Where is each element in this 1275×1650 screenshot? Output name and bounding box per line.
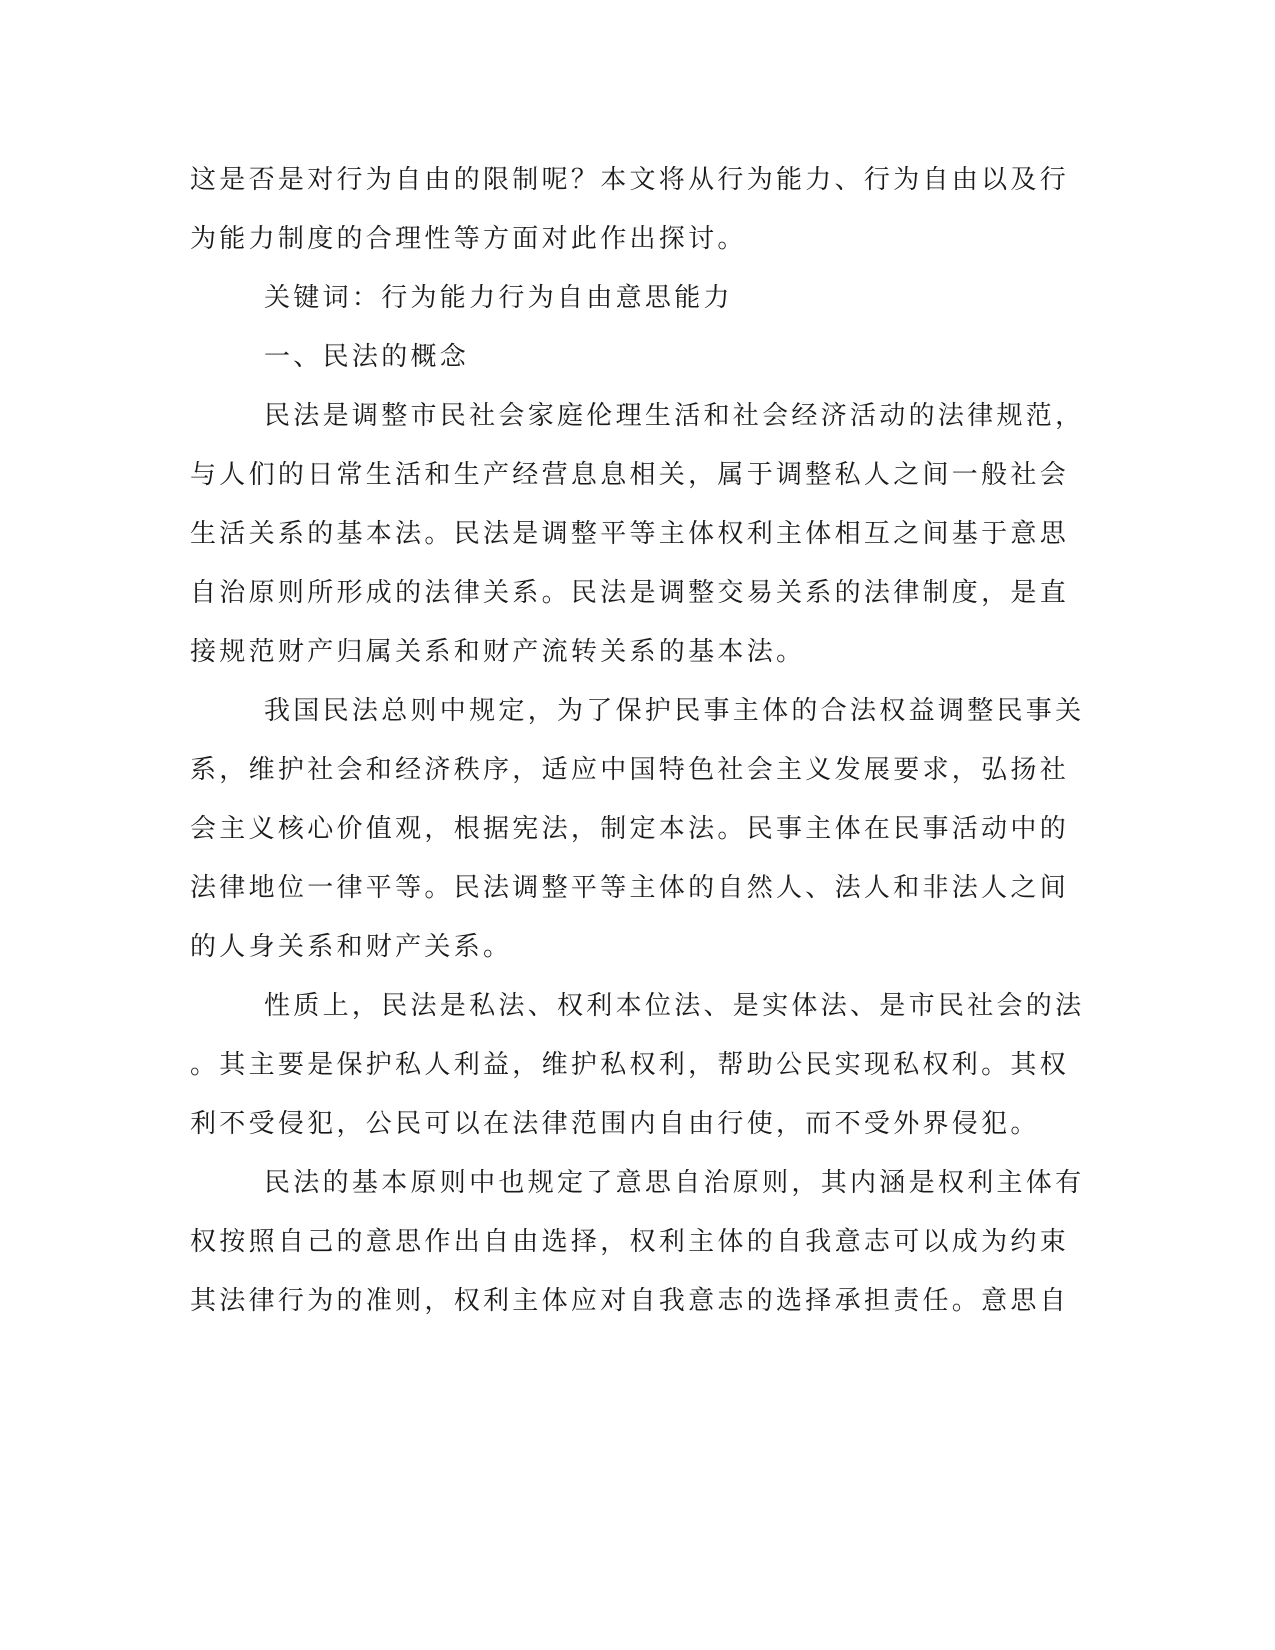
paragraph-2-line-1: 我国民法总则中规定，为了保护民事主体的合法权益调整民事关 bbox=[264, 696, 1085, 726]
paragraph-1-line-5: 接规范财产归属关系和财产流转关系的基本法。 bbox=[190, 637, 806, 667]
paragraph-2-line-5: 的人身关系和财产关系。 bbox=[190, 932, 513, 962]
paragraph-1-line-4: 自治原则所形成的法律关系。民法是调整交易关系的法律制度，是直 bbox=[190, 578, 1070, 608]
paragraph-3-line-2: 。其主要是保护私人利益，维护私权利，帮助公民实现私权利。其权 bbox=[190, 1050, 1070, 1080]
keywords-line: 关键词：行为能力行为自由意思能力 bbox=[264, 283, 733, 313]
paragraph-1-line-2: 与人们的日常生活和生产经营息息相关，属于调整私人之间一般社会 bbox=[190, 460, 1070, 490]
abstract-line-2: 为能力制度的合理性等方面对此作出探讨。 bbox=[190, 224, 747, 254]
paragraph-3-line-3: 利不受侵犯，公民可以在法律范围内自由行使，而不受外界侵犯。 bbox=[190, 1109, 1040, 1139]
paragraph-3-line-1: 性质上，民法是私法、权利本位法、是实体法、是市民社会的法 bbox=[264, 991, 1085, 1021]
paragraph-2-line-2: 系，维护社会和经济秩序，适应中国特色社会主义发展要求，弘扬社 bbox=[190, 755, 1070, 785]
paragraph-4-line-1: 民法的基本原则中也规定了意思自治原则，其内涵是权利主体有 bbox=[264, 1168, 1085, 1198]
paragraph-4-line-2: 权按照自己的意思作出自由选择，权利主体的自我意志可以成为约束 bbox=[190, 1227, 1070, 1257]
paragraph-1-line-1: 民法是调整市民社会家庭伦理生活和社会经济活动的法律规范， bbox=[264, 401, 1085, 431]
paragraph-1-line-3: 生活关系的基本法。民法是调整平等主体权利主体相互之间基于意思 bbox=[190, 519, 1070, 549]
paragraph-4-line-3: 其法律行为的准则，权利主体应对自我意志的选择承担责任。意思自 bbox=[190, 1286, 1070, 1316]
section-heading: 一、民法的概念 bbox=[264, 342, 470, 372]
paragraph-2-line-4: 法律地位一律平等。民法调整平等主体的自然人、法人和非法人之间 bbox=[190, 873, 1070, 903]
abstract-line-1: 这是否是对行为自由的限制呢？本文将从行为能力、行为自由以及行 bbox=[190, 165, 1070, 195]
paragraph-2-line-3: 会主义核心价值观，根据宪法，制定本法。民事主体在民事活动中的 bbox=[190, 814, 1070, 844]
